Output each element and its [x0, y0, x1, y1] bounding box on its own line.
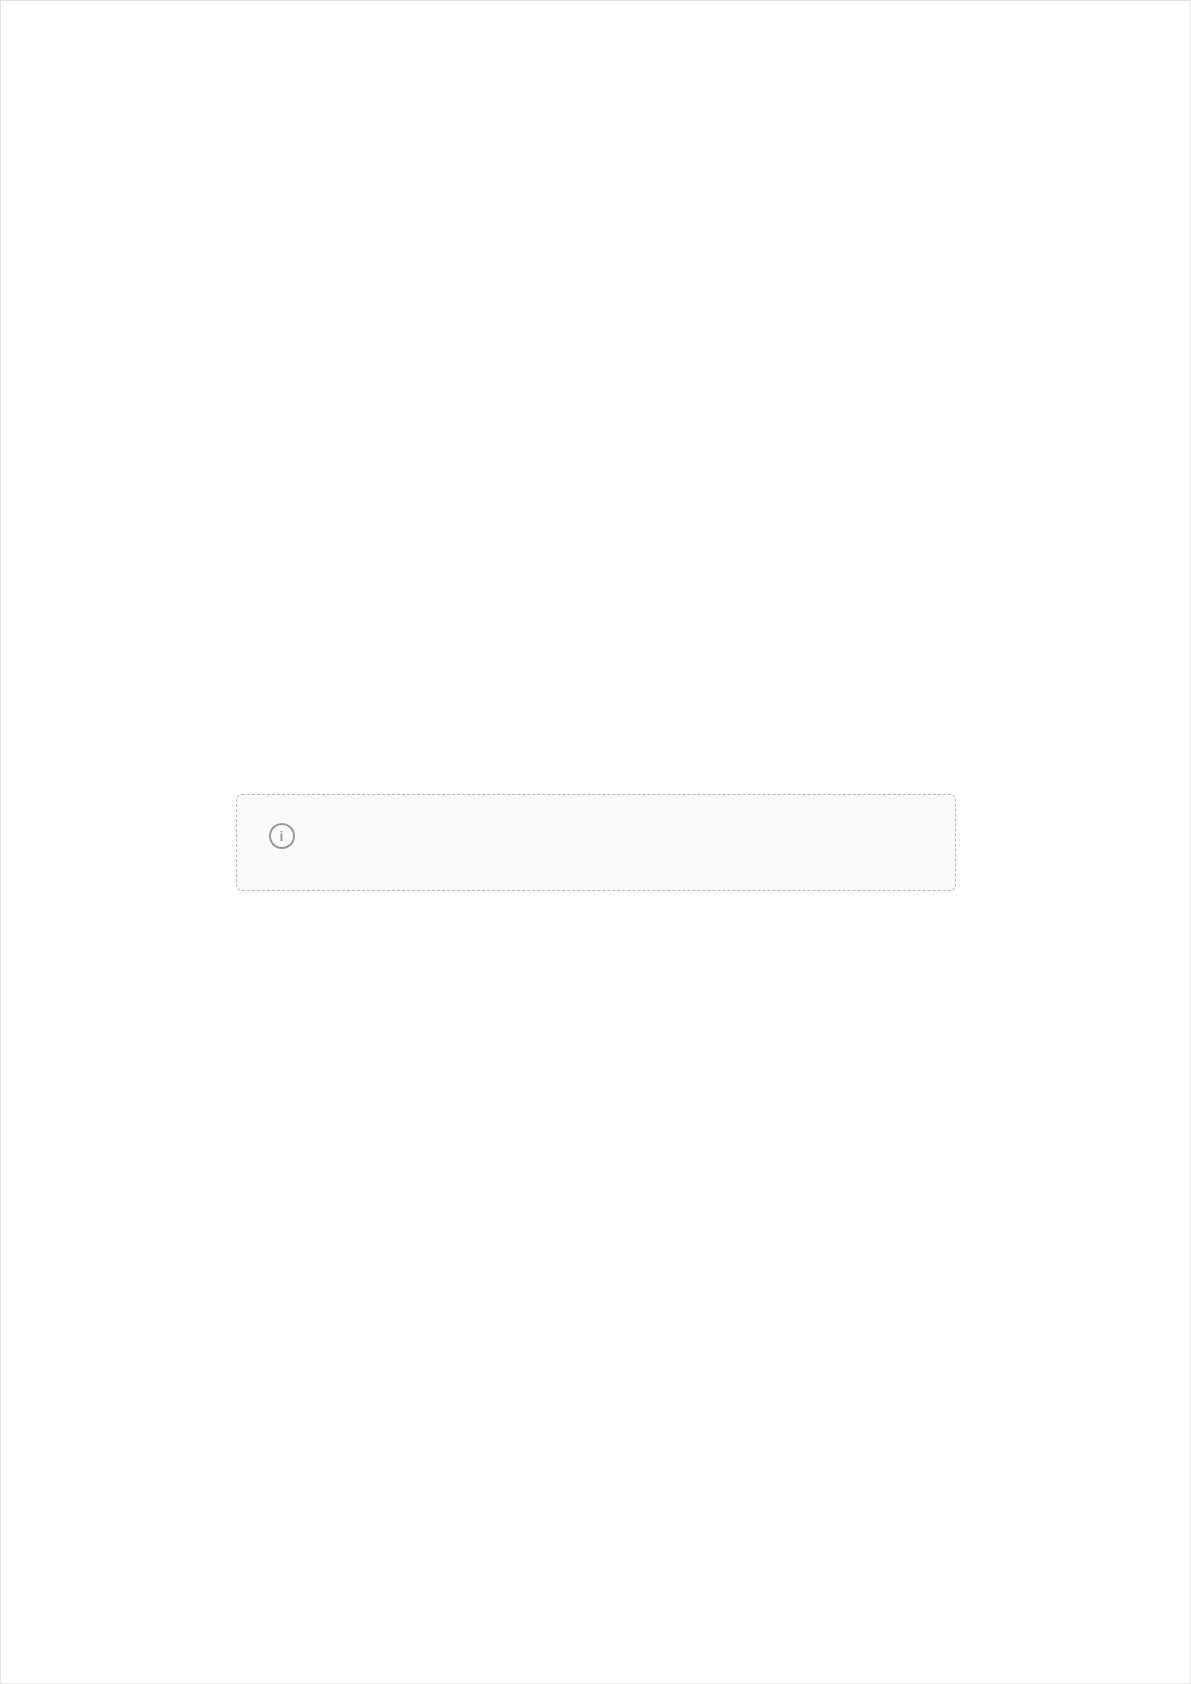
info-icon: i — [269, 823, 295, 849]
placeholder-notice — [236, 794, 956, 891]
